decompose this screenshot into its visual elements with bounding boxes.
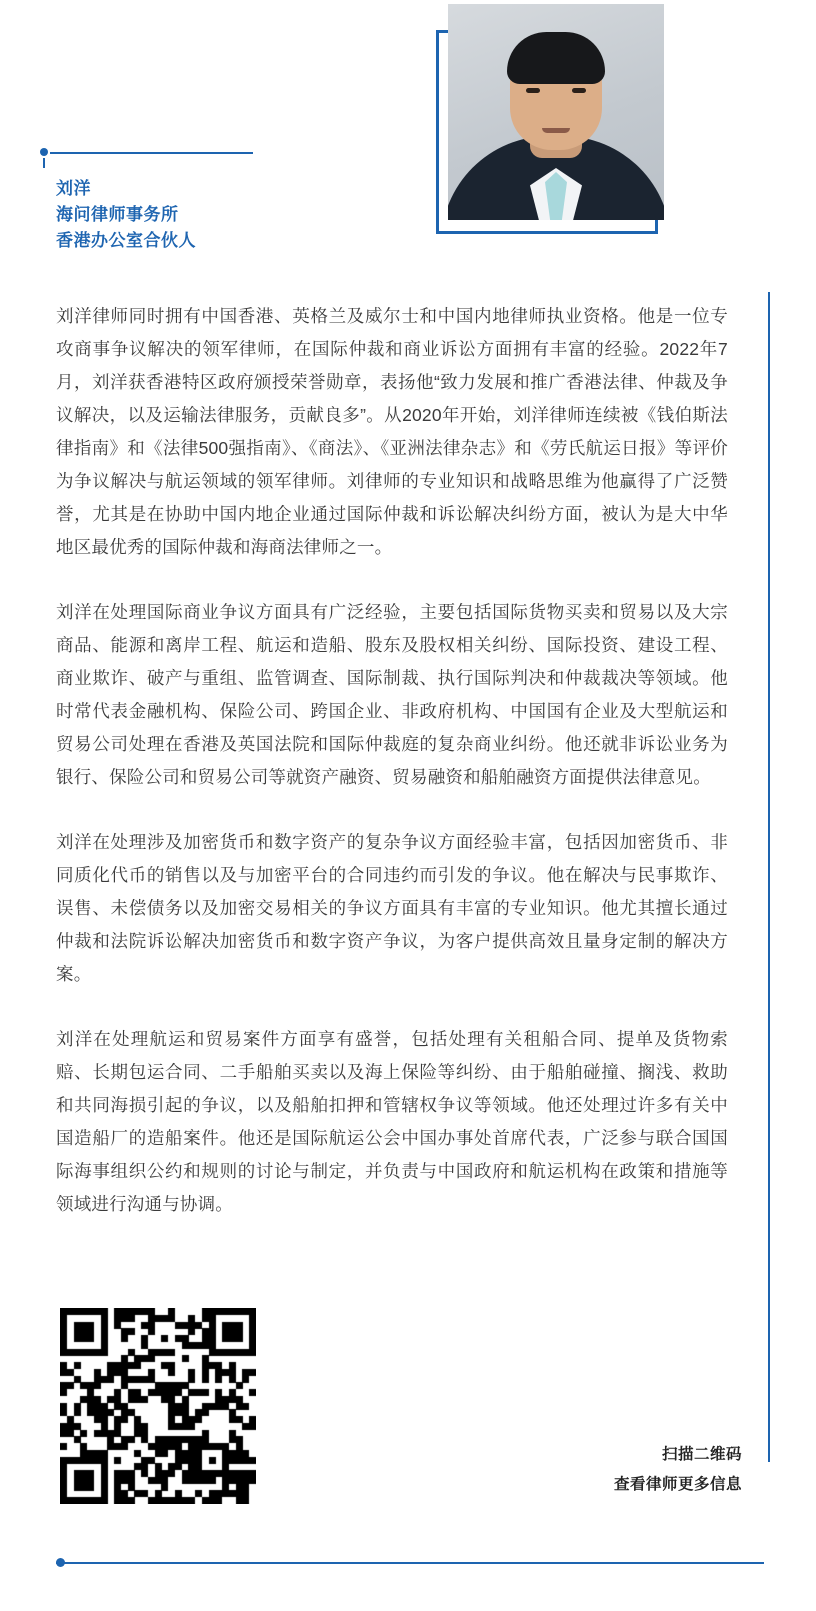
qr-caption-line-1: 扫描二维码: [661, 1446, 742, 1463]
accent-vertical-line: [43, 158, 45, 168]
footer-rule: [56, 1562, 764, 1564]
profile-name: 刘洋: [56, 179, 91, 198]
portrait-photo: [448, 4, 664, 220]
accent-dot-icon: [40, 148, 48, 156]
qr-code-icon[interactable]: [60, 1308, 256, 1504]
qr-caption-line-2: 查看律师更多信息: [613, 1476, 742, 1493]
profile-header: [40, 146, 400, 254]
portrait-eye-left: [526, 88, 540, 93]
accent-rule: [40, 146, 400, 160]
right-accent-rule: [768, 292, 770, 1462]
accent-line: [50, 152, 253, 154]
portrait-mouth: [542, 128, 570, 133]
biography: [56, 300, 728, 1253]
qr-caption: [442, 1440, 742, 1500]
profile-firm: 海问律师事务所: [56, 205, 179, 224]
bio-paragraph: 刘洋在处理涉及加密货币和数字资产的复杂争议方面经验丰富，包括因加密货币、非同质化代币的销售以及与加密平台的合同违约而引发的争议。他在解决与民事欺诈、误售、未偿债务以及加密交易相关的争议方面具有丰富的专业知识。他尤其擅长通过仲裁和法院诉讼解决加密货币和数字资产争议，为客户提供高效且量身定制的解决方案。: [56, 832, 728, 984]
bio-paragraph: 刘洋在处理国际商业争议方面具有广泛经验，主要包括国际货物买卖和贸易以及大宗商品、能源和离岸工程、航运和造船、股东及股权相关纠纷、国际投资、建设工程、商业欺诈、破产与重组、监管调查、国际制裁、执行国际判决和仲裁裁决等领域。他时常代表金融机构、保险公司、跨国企业、非政府机构、中国国有企业及大型航运和贸易公司处理在香港及英国法院和国际仲裁庭的复杂商业纠纷。他还就非诉讼业务为银行、保险公司和贸易公司等就资产融资、贸易融资和船舶融资方面提供法律意见。: [56, 602, 728, 787]
portrait-container: [436, 4, 664, 236]
profile-title: 香港办公室合伙人: [56, 231, 196, 250]
portrait-hair: [507, 32, 605, 84]
portrait-eye-right: [572, 88, 586, 93]
bio-paragraph: 刘洋律师同时拥有中国香港、英格兰及威尔士和中国内地律师执业资格。他是一位专攻商事争议解决的领军律师，在国际仲裁和商业诉讼方面拥有丰富的经验。2022年7月，刘洋获香港特区政府颁授荣誉勋章，表扬他“致力发展和推广香港法律、仲裁及争议解决，以及运输法律服务，贡献良多”。从2020年开始，刘洋律师连续被《钱伯斯法律指南》和《法律500强指南》、《商法》、《亚洲法律杂志》和《劳氏航运日报》等评价为争议解决与航运领域的领军律师。刘律师的专业知识和战略思维为他赢得了广泛赞誉，尤其是在协助中国内地企业通过国际仲裁和诉讼解决纠纷方面，被认为是大中华地区最优秀的国际仲裁和海商法律师之一。: [56, 306, 728, 557]
bio-paragraph: 刘洋在处理航运和贸易案件方面享有盛誉，包括处理有关租船合同、提单及货物索赔、长期包运合同、二手船舶买卖以及海上保险等纠纷、由于船舶碰撞、搁浅、救助和共同海损引起的争议，以及船舶扣押和管辖权争议等领域。他还处理过许多有关中国造船厂的造船案件。他还是国际航运公会中国办事处首席代表，广泛参与联合国国际海事组织公约和规则的讨论与制定，并负责与中国政府和航运机构在政策和措施等领域进行沟通与协调。: [56, 1029, 728, 1214]
